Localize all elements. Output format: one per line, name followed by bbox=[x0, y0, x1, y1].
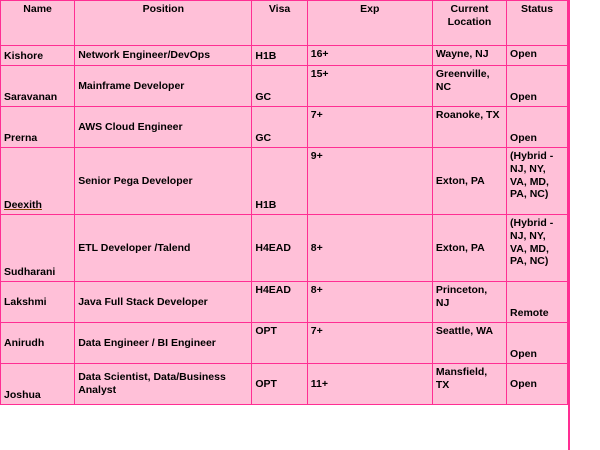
cell-visa[interactable]: H4EAD bbox=[252, 282, 307, 323]
cell-exp[interactable]: 9+ bbox=[307, 148, 432, 215]
cell-name[interactable]: Deexith bbox=[1, 148, 75, 215]
table-row[interactable] bbox=[1, 215, 568, 282]
cell-visa[interactable]: H1B bbox=[252, 148, 307, 215]
cell-name[interactable]: Joshua bbox=[1, 364, 75, 405]
cell-position[interactable]: Java Full Stack Developer bbox=[75, 282, 252, 323]
column-header-visa[interactable]: Visa bbox=[252, 1, 307, 46]
cell-name[interactable]: Sudharani bbox=[1, 215, 75, 282]
column-header-status[interactable]: Status bbox=[507, 1, 568, 46]
column-header-location[interactable] bbox=[432, 1, 506, 46]
table-row[interactable] bbox=[1, 364, 568, 405]
column-header-exp[interactable]: Exp bbox=[307, 1, 432, 46]
cell-position[interactable]: Network Engineer/DevOps bbox=[75, 46, 252, 66]
cell-visa[interactable]: GC bbox=[252, 107, 307, 148]
cell-name[interactable]: Lakshmi bbox=[1, 282, 75, 323]
table-row[interactable] bbox=[1, 46, 568, 66]
table-row[interactable] bbox=[1, 107, 568, 148]
table-row[interactable] bbox=[1, 282, 568, 323]
cell-position[interactable]: AWS Cloud Engineer bbox=[75, 107, 252, 148]
table-row[interactable] bbox=[1, 323, 568, 364]
cell-exp[interactable]: 8+ bbox=[307, 215, 432, 282]
cell-location[interactable]: Exton, PA bbox=[432, 215, 506, 282]
cell-visa[interactable]: GC bbox=[252, 66, 307, 107]
cell-exp[interactable]: 11+ bbox=[307, 364, 432, 405]
cell-status[interactable]: Remote bbox=[507, 282, 568, 323]
column-header-location-line2: Location bbox=[447, 15, 492, 28]
cell-location[interactable]: Wayne, NJ bbox=[432, 46, 506, 66]
cell-position[interactable]: Mainframe Developer bbox=[75, 66, 252, 107]
cell-exp[interactable]: 7+ bbox=[307, 107, 432, 148]
cell-name[interactable]: Prerna bbox=[1, 107, 75, 148]
table-body bbox=[1, 46, 568, 405]
column-header-position[interactable]: Position bbox=[75, 1, 252, 46]
cell-position[interactable]: Data Engineer / BI Engineer bbox=[75, 323, 252, 364]
cell-status[interactable]: (Hybrid - NJ, NY, VA, MD, PA, NC) bbox=[507, 148, 568, 215]
column-header-name[interactable]: Name bbox=[1, 1, 75, 46]
cell-visa[interactable]: OPT bbox=[252, 323, 307, 364]
cell-position[interactable]: Data Scientist, Data/Business Analyst bbox=[75, 364, 252, 405]
cell-location[interactable]: Greenville, NC bbox=[432, 66, 506, 107]
cell-status[interactable]: Open bbox=[507, 364, 568, 405]
header-row bbox=[1, 1, 568, 46]
table-row[interactable] bbox=[1, 66, 568, 107]
cell-status[interactable]: (Hybrid - NJ, NY, VA, MD, PA, NC) bbox=[507, 215, 568, 282]
cell-location[interactable]: Seattle, WA bbox=[432, 323, 506, 364]
cell-exp[interactable]: 7+ bbox=[307, 323, 432, 364]
cell-name[interactable]: Anirudh bbox=[1, 323, 75, 364]
cell-status[interactable]: Open bbox=[507, 323, 568, 364]
table-header bbox=[1, 1, 568, 46]
cell-visa[interactable]: H1B bbox=[252, 46, 307, 66]
cell-status[interactable]: Open bbox=[507, 46, 568, 66]
cell-status[interactable]: Open bbox=[507, 66, 568, 107]
cell-position[interactable]: ETL Developer /Talend bbox=[75, 215, 252, 282]
cell-exp[interactable]: 8+ bbox=[307, 282, 432, 323]
cell-exp[interactable]: 15+ bbox=[307, 66, 432, 107]
cell-location[interactable]: Roanoke, TX bbox=[432, 107, 506, 148]
cell-status[interactable]: Open bbox=[507, 107, 568, 148]
cell-location[interactable]: Princeton, NJ bbox=[432, 282, 506, 323]
cell-name[interactable]: Kishore bbox=[1, 46, 75, 66]
cell-name[interactable]: Saravanan bbox=[1, 66, 75, 107]
cell-exp[interactable]: 16+ bbox=[307, 46, 432, 66]
cell-location[interactable]: Exton, PA bbox=[432, 148, 506, 215]
cell-visa[interactable]: OPT bbox=[252, 364, 307, 405]
column-header-location-line1: Current bbox=[450, 3, 489, 15]
cell-visa[interactable]: H4EAD bbox=[252, 215, 307, 282]
cell-location[interactable]: Mansfield, TX bbox=[432, 364, 506, 405]
empty-right-margin bbox=[570, 0, 600, 450]
cell-position[interactable]: Senior Pega Developer bbox=[75, 148, 252, 215]
table-row[interactable] bbox=[1, 148, 568, 215]
